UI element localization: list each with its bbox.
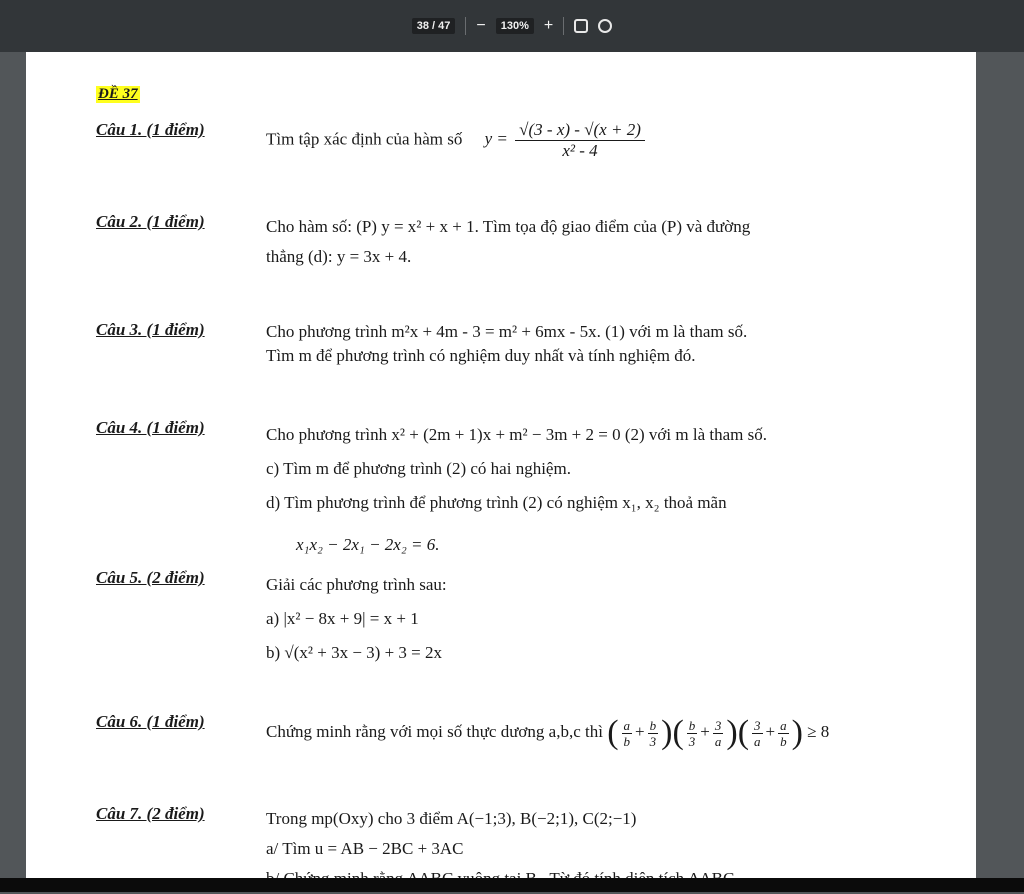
formula-fraction <box>515 120 645 161</box>
pdf-page: ĐỀ 37 Câu 1. (1 điểm) Tìm tập xác định của hàm số y = $\frac{√(3 - x) - √(x + 2)}{\text{x² - 4}}$ Câu 2. (1 điểm) Cho hàm số: (P) y = x² + x + 1. Tìm tọa độ giao điểm của (P) và đường thẳng (d): y = 3x + 4. Câu 3. (1 điểm) Cho phương trình m²x + 4m - 3 = m² + 6mx - 5x. (1) với m là tham số. Tìm m để phương trình có nghiệm duy nhất và tính nghiệm đó. Câu 4. (1 điểm) Cho phương trình x² + (2m + 1)x + m² − 3m + 2 = 0 (2) với m là tham số. c) Tìm m để phương trình (2) có hai nghiệm. d) Tìm phương trình để phương trình (2) có nghiệm x₁, x₂ thoả mãn x₁x₂ − 2x₁ − 2x₂ = 6. Câu 5. (2 điểm) Giải các phương trình sau: a) |x² − 8x + 9| = x + 1 b) √(x² + 3x − 3) + 3 = 2x Câu 6. (1 điểm) Chứng minh rằng với mọi số thực dương a,b,c thì ( $\frac{a}{b}$ + $\frac{b}{3}$ )( $\frac{b}{3}$ + $\frac{3}{a}$ )( $\frac{3}{a}$ + $\frac{a}{b}$ ) ≥ 8 Câu 7. (2 điểm) Trong mp(Oxy) cho 3 điểm A(−1;3), B(−2;1), C(2;−1) a/ Tìm u = AB − 2BC + 3AC <box>26 52 976 878</box>
zoom-level-input[interactable]: 130% <box>496 18 534 34</box>
condition-formula: x₁x₂ − 2x₁ − 2x₂ = 6. <box>296 535 440 554</box>
formula-denominator: x² - 4 <box>562 141 598 160</box>
question-text: Giải các phương trình sau: <box>266 575 447 594</box>
question-text: Chứng minh rằng với mọi số thực dương a,b,c thì <box>266 722 603 741</box>
question-text: Cho phương trình x² + (2m + 1)x + m² − 3m + 2 = 0 (2) với m là tham số. <box>266 425 767 444</box>
exam-title: ĐỀ 37 <box>98 86 138 102</box>
bottom-bar <box>0 878 1024 892</box>
question-label: Câu 5. (2 điểm) <box>96 568 205 587</box>
sub-question-d: d) Tìm phương trình để phương trình (2) có nghiệm x₁, x₂ thoả mãn <box>266 493 727 512</box>
page-indicator[interactable]: 38 / 47 <box>412 18 456 34</box>
question-text: Tìm m để phương trình có nghiệm duy nhất và tính nghiệm đó. <box>266 346 696 365</box>
equation-b: b) √(x² + 3x − 3) + 3 = 2x <box>266 643 443 662</box>
sub-question-a: a/ Tìm u = AB − 2BC + 3AC <box>266 839 464 858</box>
question-label: Câu 6. (1 điểm) <box>96 712 205 731</box>
zoom-out-button[interactable]: − <box>476 17 486 34</box>
bracket: ( <box>607 714 619 752</box>
rotate-icon[interactable] <box>598 19 612 33</box>
question-text: Cho hàm số: (P) y = x² + x + 1. Tìm tọa độ giao điểm của (P) và đường <box>266 217 751 236</box>
pdf-toolbar <box>0 0 1024 52</box>
question-label: Câu 1. (1 điểm) <box>96 120 205 139</box>
question-label: Câu 4. (1 điểm) <box>96 418 205 437</box>
sub-question-c: c) Tìm m để phương trình (2) có hai nghiệm. <box>266 459 571 478</box>
question-label: Câu 7. (2 điểm) <box>96 804 205 823</box>
toolbar-divider <box>563 17 564 35</box>
question-text: Trong mp(Oxy) cho 3 điểm A(−1;3), B(−2;1), C(2;−1) <box>266 809 637 828</box>
question-label: Câu 3. (1 điểm) <box>96 320 205 339</box>
toolbar-divider <box>465 17 466 35</box>
equation-a: a) |x² − 8x + 9| = x + 1 <box>266 609 419 628</box>
question-label: Câu 2. (1 điểm) <box>96 212 205 231</box>
question-text: Cho phương trình m²x + 4m - 3 = m² + 6mx - 5x. (1) với m là tham số. <box>266 322 748 341</box>
formula-lhs: y = <box>484 129 508 149</box>
zoom-in-button[interactable]: + <box>543 17 554 34</box>
question-text: Tìm tập xác định của hàm số <box>266 129 463 149</box>
fit-page-icon[interactable] <box>574 19 588 33</box>
inequality-tail: ≥ 8 <box>807 722 830 741</box>
question-text: thẳng (d): y = 3x + 4. <box>266 247 412 266</box>
formula-numerator: √(3 - x) - √(x + 2) <box>515 120 645 141</box>
